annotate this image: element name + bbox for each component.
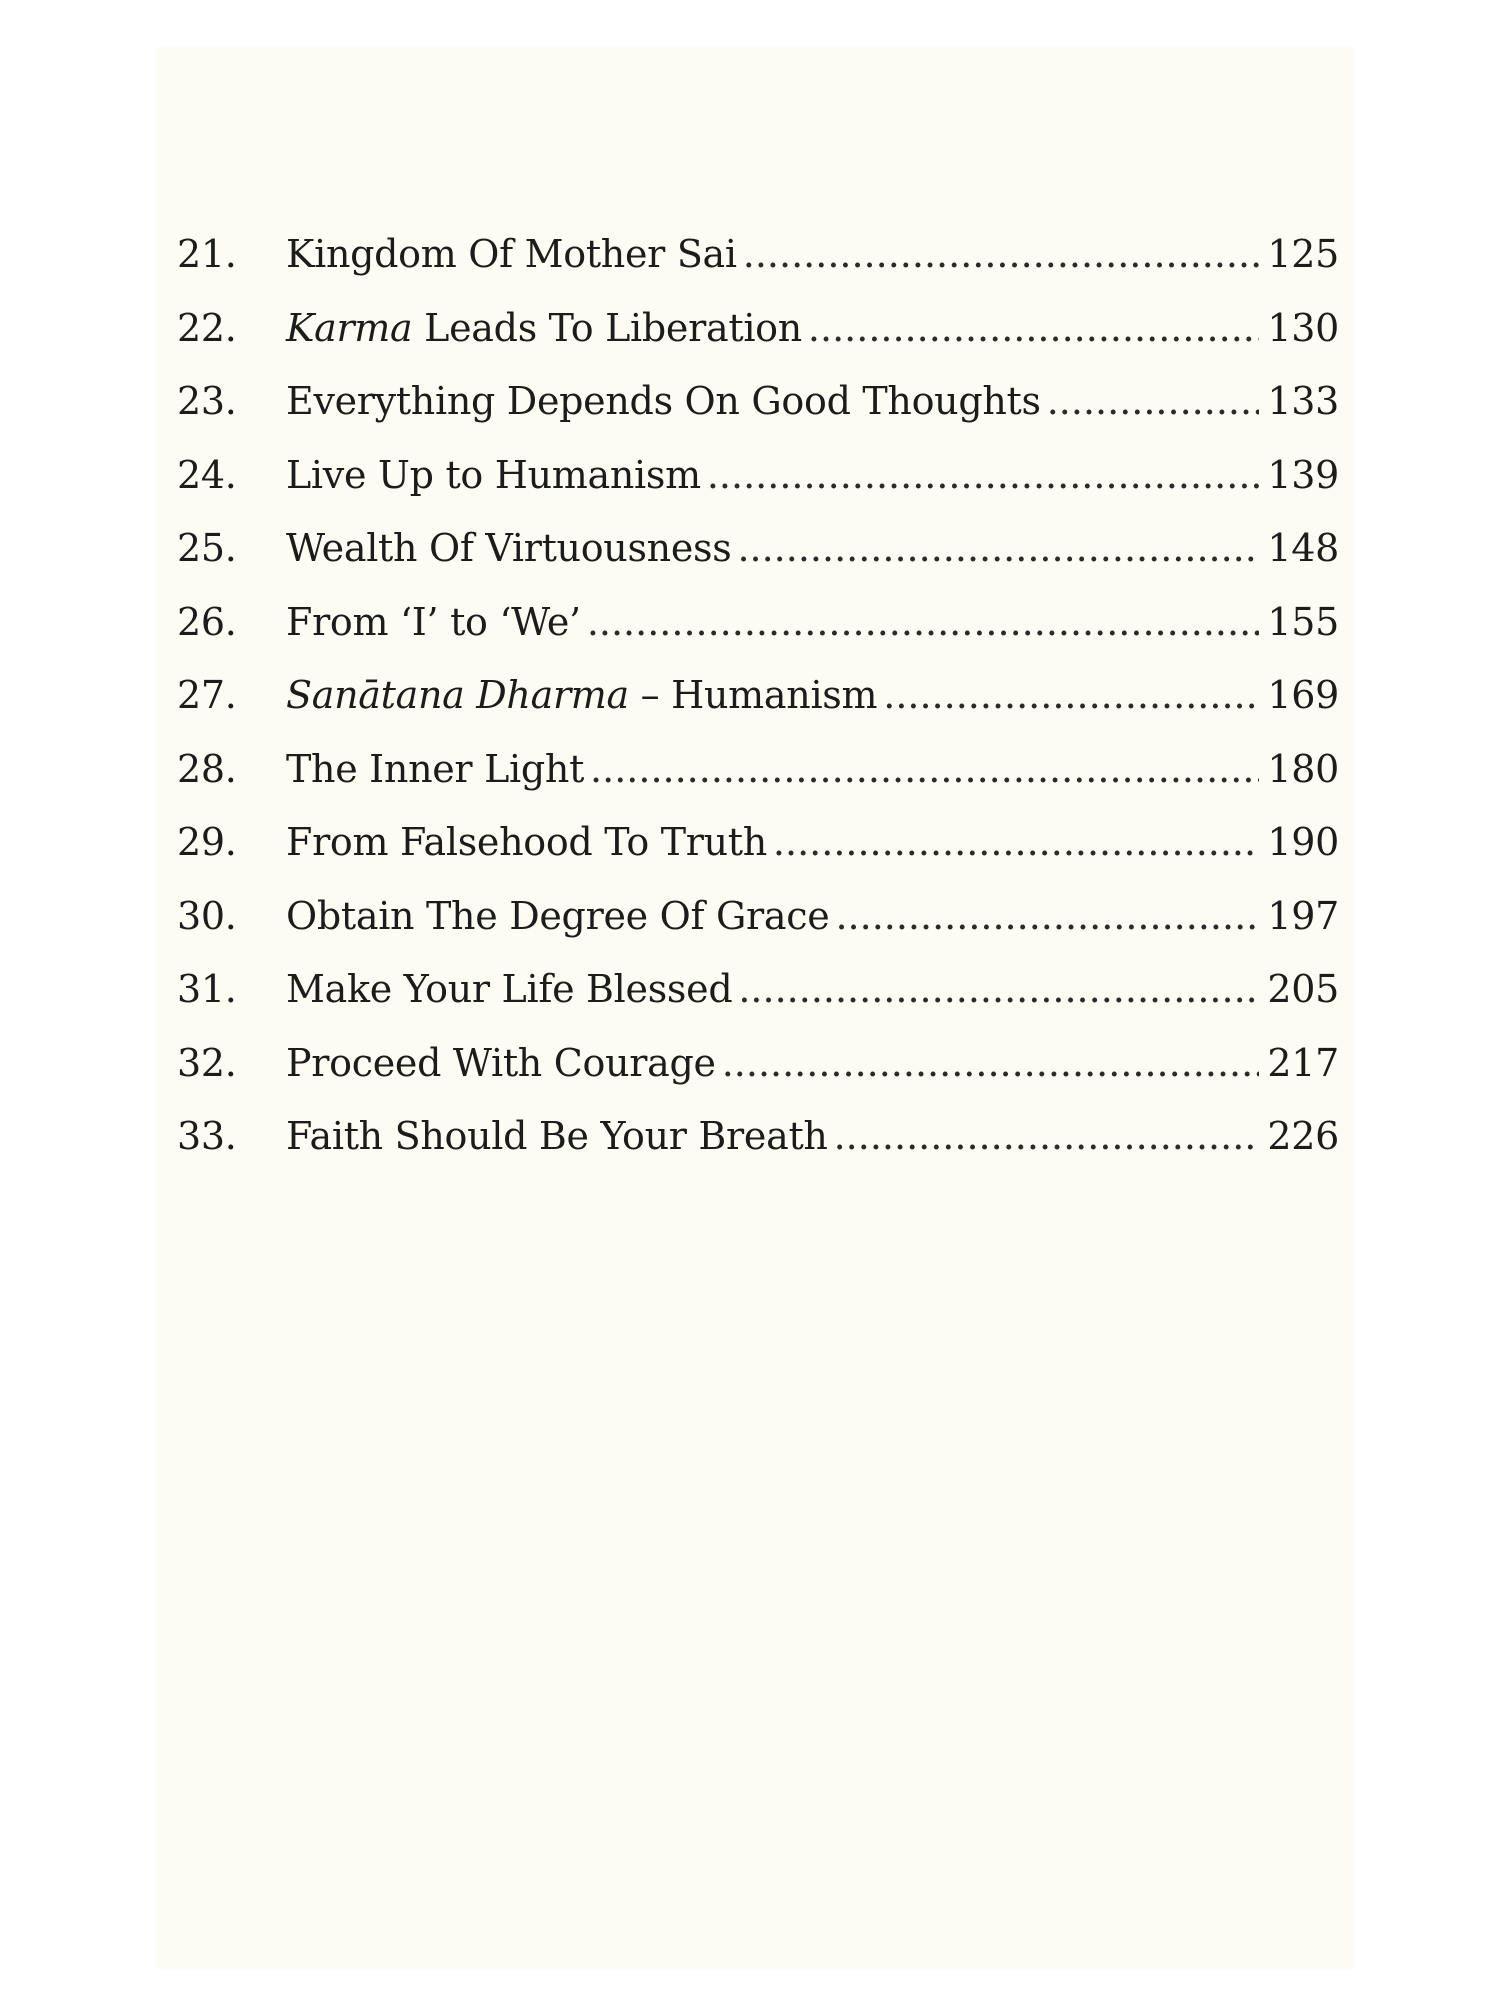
chapter-title-text: From Falsehood To Truth <box>286 820 767 864</box>
chapter-number: 28. <box>177 746 237 791</box>
dot-leader <box>883 659 1259 733</box>
chapter-number: 24. <box>177 452 237 497</box>
toc-entry-31 <box>177 953 1339 1027</box>
chapter-title <box>286 659 877 733</box>
chapter-page-number: 197 <box>1267 893 1339 938</box>
chapter-title-italic: Sanātana Dharma <box>286 673 629 717</box>
toc-entry-23 <box>177 365 1339 439</box>
chapter-number: 29. <box>177 820 237 864</box>
chapter-number: 22. <box>177 305 237 350</box>
dot-leader <box>587 586 1260 660</box>
toc-entry-30 <box>177 880 1339 954</box>
chapter-title <box>286 292 802 366</box>
dot-leader <box>808 292 1259 366</box>
chapter-title-text: Proceed With Courage <box>286 1040 716 1085</box>
chapter-title-text: – Humanism <box>628 673 878 717</box>
chapter-title-text: From ‘I’ to ‘We’ <box>286 599 581 644</box>
dot-leader <box>773 806 1259 880</box>
dot-leader <box>738 953 1259 1027</box>
dot-leader <box>590 733 1259 807</box>
chapter-page-number: 125 <box>1267 232 1339 276</box>
chapter-title-text: Kingdom Of Mother Sai <box>286 232 737 276</box>
toc-entry-29 <box>177 806 1339 880</box>
chapter-page-number: 226 <box>1267 1114 1339 1158</box>
toc-entry-26 <box>177 586 1339 660</box>
chapter-page-number: 155 <box>1267 599 1339 644</box>
chapter-title <box>286 806 767 880</box>
chapter-number: 27. <box>177 673 237 717</box>
toc-entry-28 <box>177 733 1339 807</box>
toc-entry-33 <box>177 1100 1339 1174</box>
chapter-page-number: 180 <box>1267 746 1339 791</box>
chapter-number: 32. <box>177 1040 237 1085</box>
chapter-title-text: Faith Should Be Your Breath <box>286 1114 828 1158</box>
dot-leader <box>737 512 1259 586</box>
chapter-title-text: Everything Depends On Good Thoughts <box>286 379 1041 423</box>
dot-leader <box>707 439 1260 513</box>
chapter-page-number: 130 <box>1267 305 1339 350</box>
chapter-title-text: Live Up to Humanism <box>286 452 701 497</box>
toc-entry-24 <box>177 439 1339 513</box>
chapter-title <box>286 880 829 954</box>
chapter-page-number: 169 <box>1267 673 1339 717</box>
chapter-page-number: 133 <box>1267 379 1339 423</box>
chapter-number: 30. <box>177 893 237 938</box>
chapter-title <box>286 1100 828 1174</box>
toc-entry-32 <box>177 1027 1339 1101</box>
dot-leader <box>834 1100 1260 1174</box>
chapter-page-number: 139 <box>1267 452 1339 497</box>
dot-leader <box>722 1027 1260 1101</box>
chapter-page-number: 205 <box>1267 967 1339 1011</box>
chapter-title-text: Make Your Life Blessed <box>286 967 733 1011</box>
chapter-number: 26. <box>177 599 237 644</box>
chapter-title <box>286 733 584 807</box>
chapter-title <box>286 953 732 1027</box>
dot-leader <box>1047 365 1260 439</box>
chapter-title <box>286 439 701 513</box>
toc-entry-22 <box>177 292 1339 366</box>
chapter-title <box>286 586 581 660</box>
chapter-number: 25. <box>177 526 237 570</box>
chapter-title <box>286 218 737 292</box>
chapter-page-number: 190 <box>1267 820 1339 864</box>
chapter-title <box>286 1027 716 1101</box>
dot-leader <box>835 880 1259 954</box>
table-of-contents <box>177 218 1339 1174</box>
chapter-number: 31. <box>177 967 237 1011</box>
chapter-title-text: Wealth Of Virtuousness <box>286 526 732 570</box>
toc-entry-21 <box>177 218 1339 292</box>
chapter-number: 33. <box>177 1114 237 1158</box>
chapter-number: 23. <box>177 379 237 423</box>
dot-leader <box>743 218 1260 292</box>
chapter-title <box>286 512 731 586</box>
chapter-title <box>286 365 1041 439</box>
toc-entry-25 <box>177 512 1339 586</box>
toc-entry-27 <box>177 659 1339 733</box>
chapter-page-number: 148 <box>1267 526 1339 570</box>
chapter-title-text: Obtain The Degree Of Grace <box>286 893 830 938</box>
chapter-title-text: The Inner Light <box>286 746 585 791</box>
chapter-page-number: 217 <box>1267 1040 1339 1085</box>
chapter-title-text: Leads To Liberation <box>412 305 802 350</box>
chapter-number: 21. <box>177 232 237 276</box>
chapter-title-italic: Karma <box>286 305 413 350</box>
